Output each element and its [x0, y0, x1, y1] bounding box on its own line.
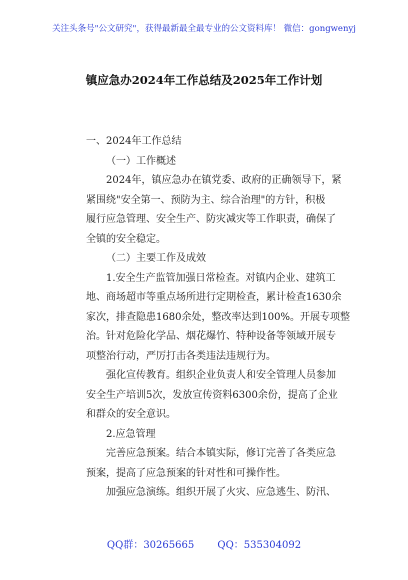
paragraph-line: 全镇的安全稳定。: [86, 233, 166, 245]
section-heading-1: 一、2024年工作总结: [86, 136, 182, 147]
document-title: 镇应急办2024年工作总结及2025年工作计划: [85, 73, 323, 87]
footer-contact: [0, 536, 408, 551]
paragraph-line: 完善应急预案。结合本镇实际，修订完善了各类应急: [106, 448, 336, 459]
subsection-heading-overview: （一）工作概述: [106, 155, 176, 167]
paragraph-line: 和群众的安全意识。: [86, 409, 176, 420]
paragraph-line: 履行应急管理、安全生产、防灾减灾等工作职责，确保了: [86, 214, 336, 225]
paragraph-line: 安全生产培训5次，发放宣传资料6300余份，提高了企业: [86, 389, 338, 401]
paragraph-line: 预案，提高了应急预案的针对性和可操作性。: [86, 467, 286, 479]
paragraph-line: 2024年，镇应急办在镇党委、政府的正确领导下，紧: [106, 175, 342, 186]
paragraph-line: 1.安全生产监管加强日常检查。对镇内企业、建筑工: [106, 272, 336, 284]
footer-qq-number: QQ：535304092: [217, 540, 302, 551]
footer-qq-group: QQ群：30265665: [106, 540, 195, 551]
subsection-heading-achievements: （二）主要工作及成效: [106, 253, 206, 264]
header-promo-note: 关注头条号"公文研究"，获得最新最全最专业的公文资料库！ 微信：gongwenyj: [52, 24, 356, 34]
paragraph-line: 加强应急演练。组织开展了火灾、应急逃生、防汛、: [106, 487, 336, 498]
document-body: [86, 118, 354, 503]
item-heading-emergency-management: 2.应急管理: [106, 428, 156, 440]
paragraph-line: 项整治行动，严厉打击各类违法违规行为。: [86, 350, 276, 362]
paragraph-line: 地、商场超市等重点场所进行定期检查，累计检查1630余: [86, 292, 342, 303]
paragraph-line: 紧围绕"安全第一、预防为主、综合治理"的方针，积极: [86, 194, 326, 206]
paragraph-line: 强化宣传教育。组织企业负责人和安全管理人员参加: [106, 370, 336, 381]
paragraph-line: 家次，排查隐患1680余处，整改率达到100%。开展专项整: [86, 311, 351, 323]
paragraph-line: 治。针对危险化学品、烟花爆竹、特种设备等领域开展专: [86, 331, 336, 342]
